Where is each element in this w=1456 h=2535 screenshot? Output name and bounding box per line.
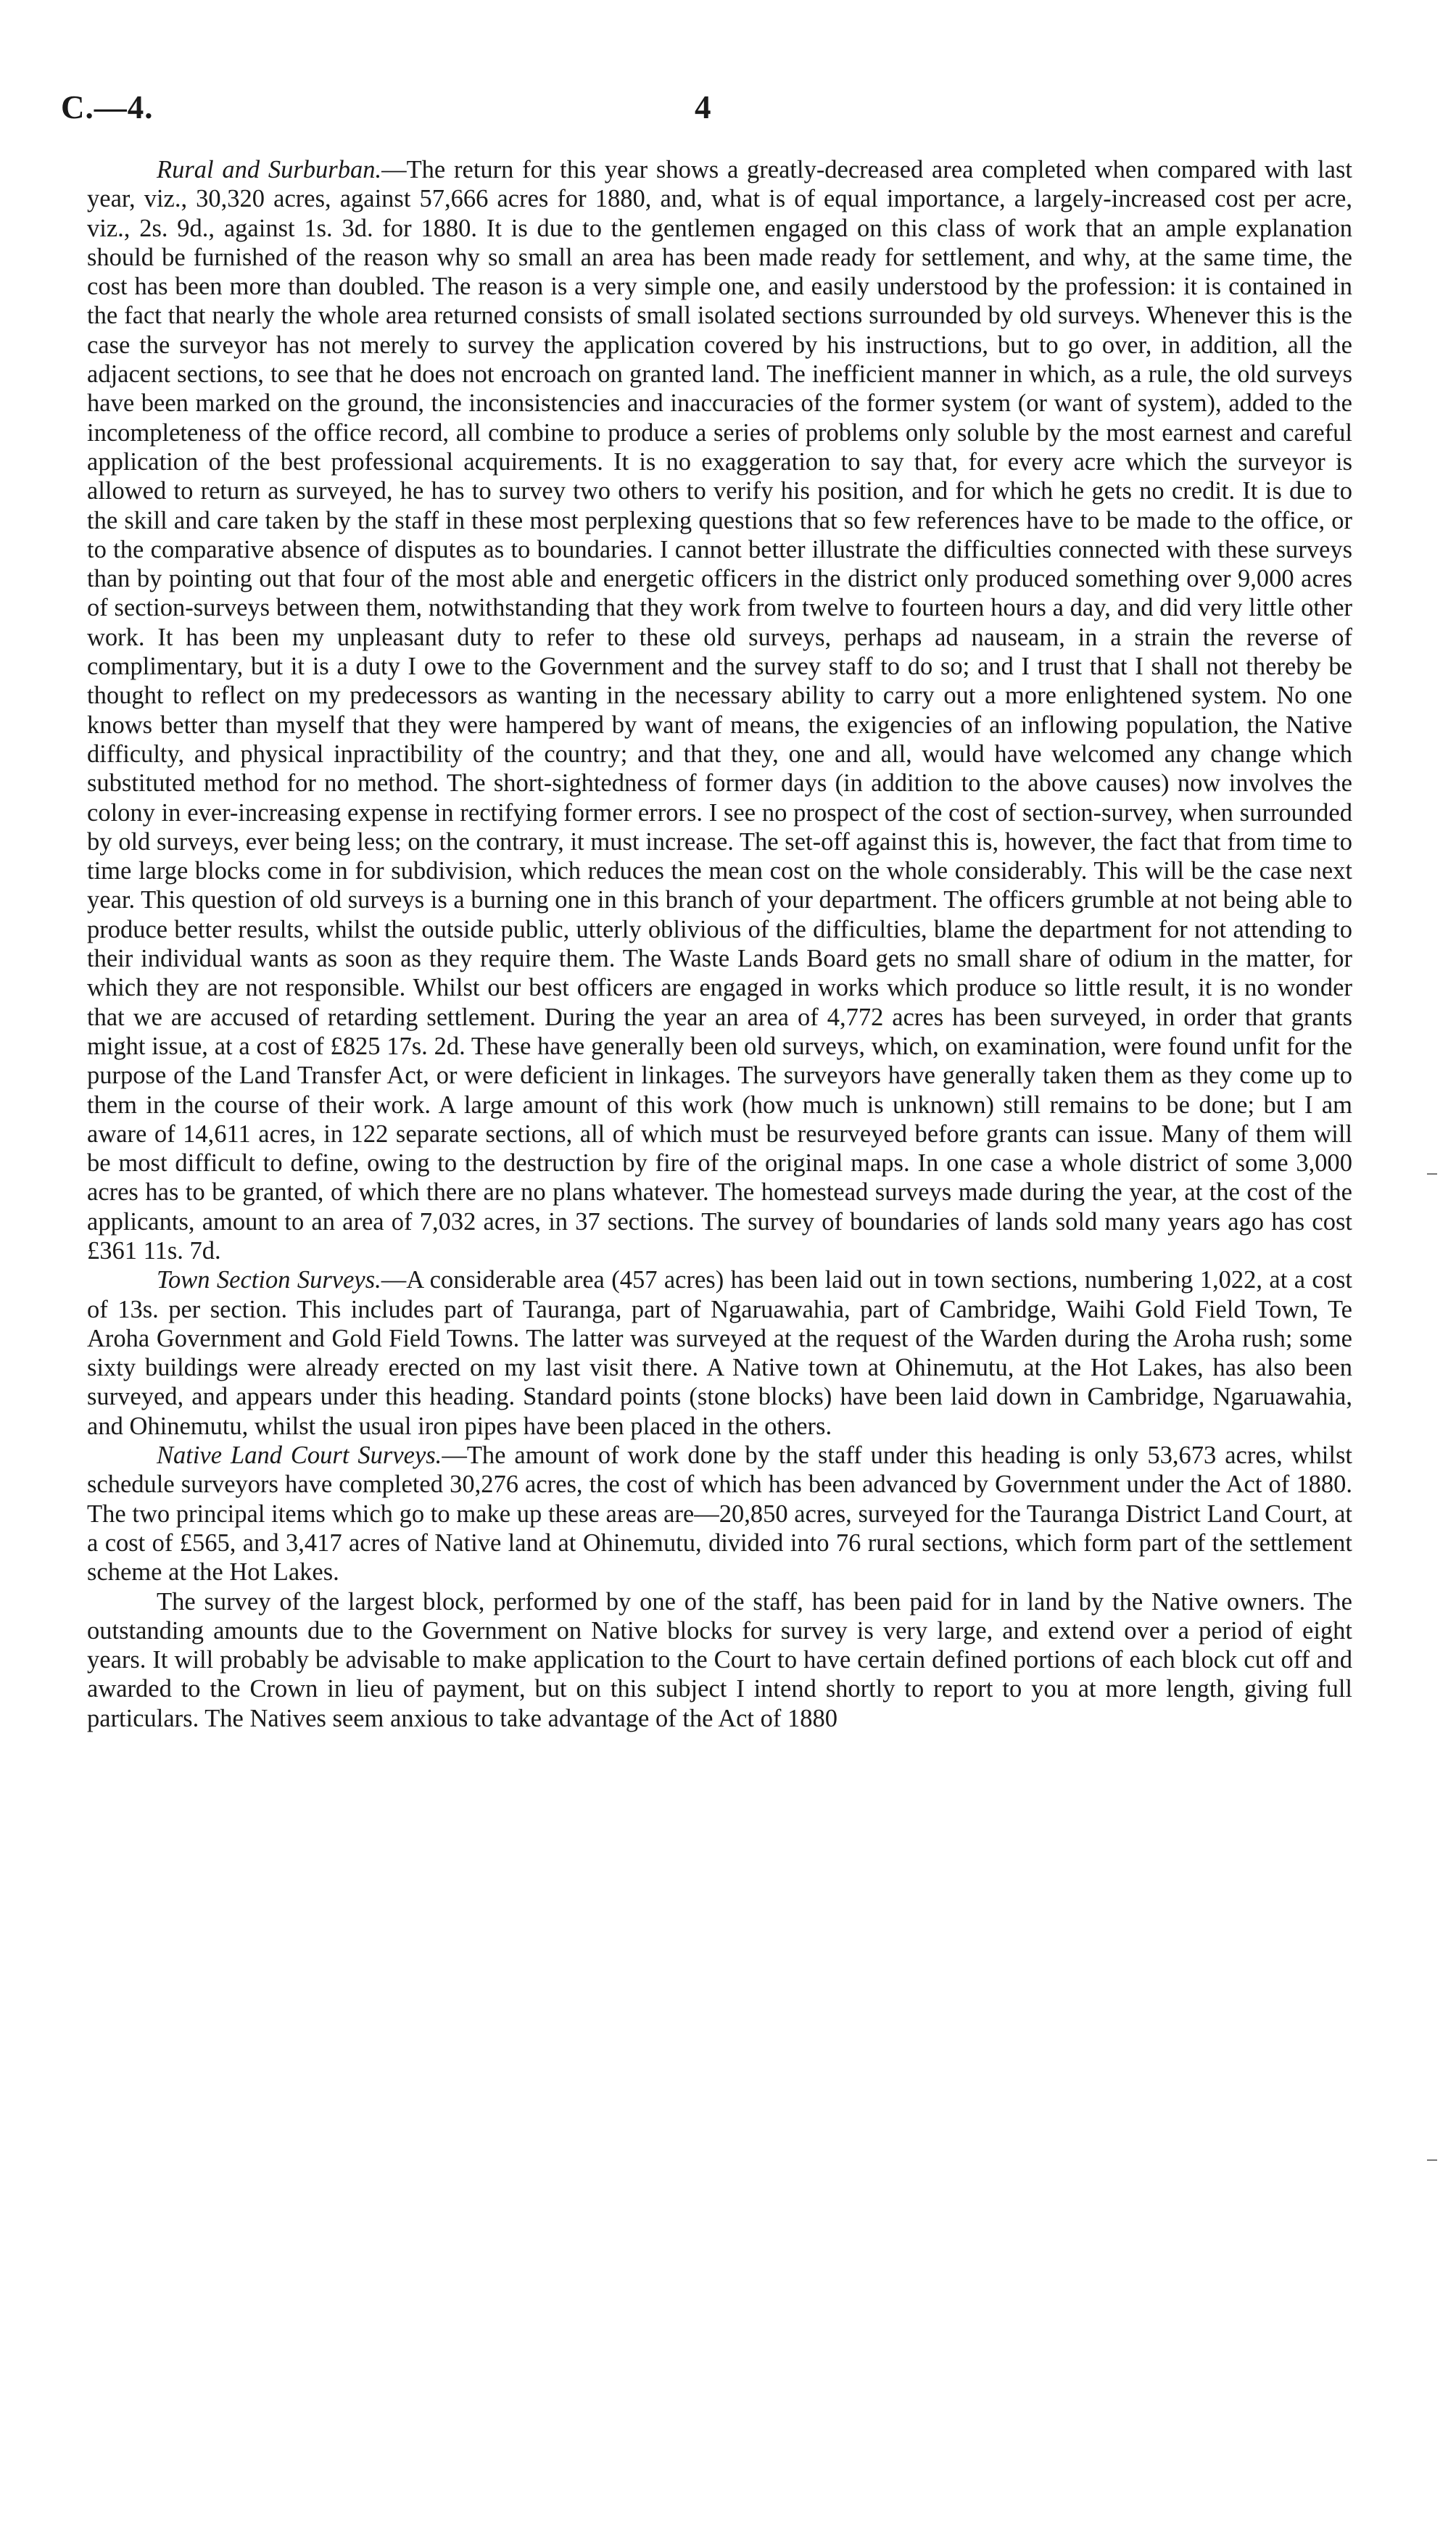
paragraph-largest-block [87, 1587, 1352, 1733]
paragraph-text: —A considerable area (457 acres) has been laid out in town sections, numbering 1,022, at a cost of 13s. per section. This includes part of Tauranga, part of Ngaruawahia, part of Cambridge, Waihi Gold Field Town, Te Aroha Government and Gold Field Towns. The latter was surveyed at the request of the Warden during the Aroha rush; some sixty buildings were already erected on my last visit there. A Native town at Ohinemutu, at the Hot Lakes, has also been surveyed, and appears under this heading. Standard points (stone blocks) have been laid down in Cambridge, Ngaruawahia, and Ohinemutu, whilst the usual iron pipes have been placed in the others. [87, 1266, 1352, 1440]
paragraph-rural-and-suburban [87, 155, 1352, 1265]
paragraph-text: —The amount of work done by the staff under this heading is only 53,673 acres, whilst schedule surveyors have completed 30,276 acres, the cost of which has been advanced by Government under the Act of 1880. The two principal items which go to make up these areas are—20,850 acres, surveyed for the Tauranga District Land Court, at a cost of £565, and 3,417 acres of Native land at Ohinemutu, divided into 76 rural sections, which form part of the settlement scheme at the Hot Lakes. [87, 1442, 1352, 1587]
section-heading-native-land-court: Native Land Court Surveys. [157, 1442, 442, 1470]
paragraph-native-land-court-surveys [87, 1441, 1352, 1587]
section-heading-town: Town Section Surveys. [157, 1266, 381, 1294]
paragraph-text: The survey of the largest block, performed by one of the staff, has been paid for in land by the Native owners. The outstanding amounts due to the Government on Native blocks for survey is very large, and extend over a period of eight years. It will probably be advisable to make application to the Court to have certain defined portions of each block cut off and awarded to the Crown in lieu of payment, but on this subject I intend shortly to report to you at more length, giving full particulars. The Natives seem anxious to take advantage of the Act of 1880 [87, 1587, 1352, 1732]
page-number: 4 [695, 89, 711, 125]
margin-mark [1427, 2159, 1437, 2161]
report-body [87, 155, 1352, 1733]
paragraph-town-section-surveys [87, 1265, 1352, 1441]
margin-mark [1427, 1173, 1437, 1175]
document-reference: C.—4. [61, 89, 154, 125]
paragraph-text: —The return for this year shows a greatly-decreased area completed when compared with last year, viz., 30,320 acres, against 57,666 acres for 1880, and, what is of equal importance, a largely-increased cost per acre, viz., 2s. 9d., against 1s. 3d. for 1880. It is due to the gentlemen engaged on this class of work that an ample explanation should be furnished of the reason why so small an area has been made ready for settlement, and why, at the same time, the cost has been more than doubled. The reason is a very simple one, and easily understood by the profession: it is contained in the fact that nearly the whole area returned consists of small isolated sections surrounded by old surveys. Whenever this is the case the surveyor has not merely to survey the application covered by his instructions, but to go over, in addition, all the adjacent sections, to see that he does not encroach on granted land. The inefficient manner in which, as a rule, the old surveys have been marked on the ground, the inconsistencies and inaccuracies of the former system (or want of system), added to the incompleteness of the office record, all combine to produce a series of problems only soluble by the most earnest and careful application of the best professional acquirements. It is no exaggeration to say that, for every acre which the surveyor is allowed to return as surveyed, he has to survey two others to verify his position, and for which he gets no credit. It is due to the skill and care taken by the staff in these most perplexing questions that so few references have to be made to the office, or to the comparative absence of disputes as to boundaries. I cannot better illustrate the difficulties connected with these surveys than by pointing out that four of the most able and energetic officers in the district only produced something over 9,000 acres of section-surveys between them, notwithstanding that they work from twelve to fourteen hours a day, and did very little other work. It has been my unpleasant duty to refer to these old surveys, perhaps ad nauseam, in a strain the reverse of complimentary, but it is a duty I owe to the Government and the survey staff to do so; and I trust that I shall not thereby be thought to reflect on my predecessors as wanting in the necessary ability to carry out a more enlightened system. No one knows better than myself that they were hampered by want of means, the exigencies of an inflowing population, the Native difficulty, and physical inpractibility of the country; and that they, one and all, would have welcomed any change which substituted method for no method. The short-sightedness of former days (in addition to the above causes) now involves the colony in ever-increasing expense in rectifying former errors. I see no prospect of the cost of section-survey, when surrounded by old surveys, ever being less; on the contrary, it must increase. The set-off against this is, however, the fact that from time to time large blocks come in for subdivision, which reduces the mean cost on the whole considerably. This will be the case next year. This question of old surveys is a burning one in this branch of your department. The officers grumble at not being able to produce better results, whilst the outside public, utterly oblivious of the difficulties, blame the department for not attending to their individual wants as soon as they require them. The Waste Lands Board gets no small share of odium in the matter, for which they are not responsible. Whilst our best officers are engaged in works which produce so little result, it is no wonder that we are accused of retarding settlement. During the year an area of 4,772 acres has been surveyed, in order that grants might issue, at a cost of £825 17s. 2d. These have generally been old surveys, which, on examination, were found unfit for the purpose of the Land Transfer Act, or were deficient in linkages. The surveyors have generally taken them as they come up to them in the course of their work. A large amount of this work (how much is unknown) still remains to be done; but I am aware of 14,611 acres, in 122 separate sections, all of which must be resurveyed before grants can issue. Many of them will be most difficult to define, owing to the destruction by fire of the original maps. In one case a whole district of some 3,000 acres has to be granted, of which there are no plans whatever. The homestead surveys made during the year, at the cost of the applicants, amount to an area of 7,032 acres, in 37 sections. The survey of boundaries of lands sold many years ago has cost £361 11s. 7d. [87, 156, 1353, 1265]
section-heading-rural: Rural and Surburban. [157, 156, 382, 183]
